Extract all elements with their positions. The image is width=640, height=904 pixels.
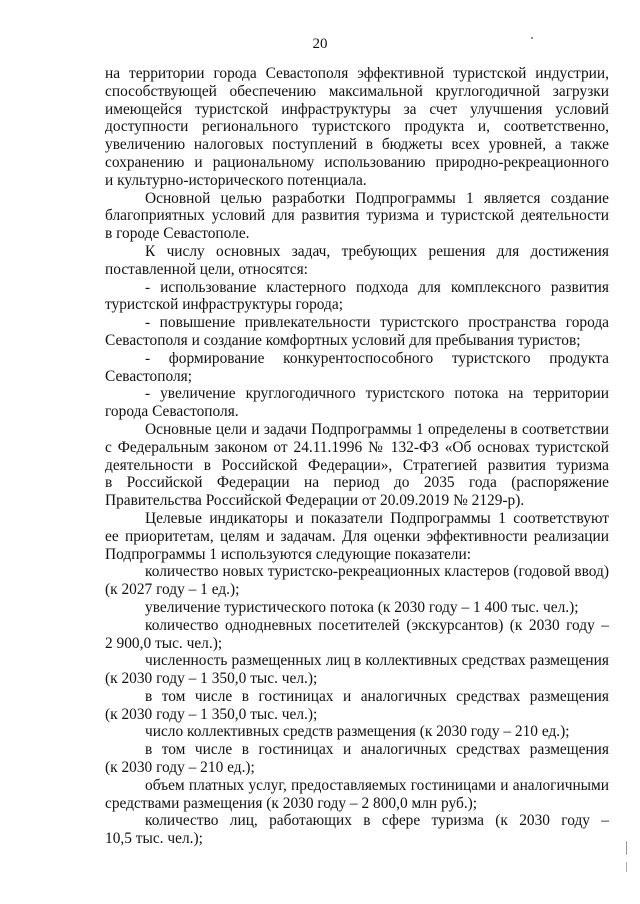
text-line: численность размещенных лиц в коллективных средствах размещения xyxy=(145,652,609,670)
document-body xyxy=(105,65,609,848)
text-line: средствами размещения (к 2030 году – 2 800,0 млн руб.); xyxy=(105,794,478,812)
text-line: ее приоритетам, целям и задачам. Для оценки эффективности реализации xyxy=(105,527,609,545)
text-line: Севастополя; xyxy=(105,367,192,385)
text-line: - формирование конкурентоспособного туристского продукта xyxy=(145,349,609,367)
text-line: количество лиц, работающих в сфере туризма (к 2030 году – xyxy=(145,812,609,830)
text-line: благоприятных условий для развития туризма и туристской деятельности xyxy=(105,207,609,225)
text-line: 10,5 тыс. чел.); xyxy=(105,830,203,848)
text-line: - увеличение круглогодичного туристского потока на территории xyxy=(145,385,609,403)
text-line: деятельности в Российской Федерации», Стратегией развития туризма xyxy=(105,456,609,474)
text-line: в городе Севастополе. xyxy=(105,225,250,243)
text-line: К числу основных задач, требующих решения для достижения xyxy=(145,242,609,260)
scan-speck xyxy=(531,37,533,39)
text-line: Севастополя и создание комфортных условий для пребывания туристов; xyxy=(105,331,581,349)
text-line: Правительства Российской Федерации от 20.09.2019 № 2129-р). xyxy=(105,492,525,510)
text-line: Подпрограммы 1 используются следующие показатели: xyxy=(105,545,471,563)
text-line: в том числе в гостиницах и аналогичных средствах размещения xyxy=(145,687,609,705)
text-line: с Федеральным законом от 24.11.1996 № 132-ФЗ «Об основах туристской xyxy=(105,438,609,456)
text-line: увеличение туристического потока (к 2030 году – 1 400 тыс. чел.); xyxy=(145,598,579,616)
page-number: 20 xyxy=(312,36,328,52)
text-line: и культурно-исторического потенциала. xyxy=(105,171,367,189)
text-line: туристской инфраструктуры города; xyxy=(105,296,343,314)
text-line: (к 2027 году – 1 ед.); xyxy=(105,581,240,599)
text-line: Основные цели и задачи Подпрограммы 1 определены в соответствии xyxy=(145,420,609,438)
text-line: поставленной цели, относятся: xyxy=(105,260,308,278)
text-line: увеличению налоговых поступлений в бюджеты всех уровней, а также xyxy=(105,136,609,154)
text-line: число коллективных средств размещения (к 2030 году – 210 ед.); xyxy=(145,723,570,741)
text-line: количество новых туристско-рекреационных кластеров (годовой ввод) xyxy=(145,563,609,581)
text-line: - повышение привлекательности туристского пространства города xyxy=(145,314,609,332)
text-line: количество однодневных посетителей (экскурсантов) (к 2030 году – xyxy=(145,616,609,634)
text-line: объем платных услуг, предоставляемых гостиницами и аналогичными xyxy=(145,776,609,794)
text-line: сохранению и рациональному использованию природно-рекреационного xyxy=(105,153,609,171)
text-line: способствующей обеспечению максимальной круглогодичной загрузки xyxy=(105,82,609,100)
text-line: в Российской Федерации на период до 2035 года (распоряжение xyxy=(105,474,609,492)
text-line: города Севастополя. xyxy=(105,403,239,421)
text-line: (к 2030 году – 1 350,0 тыс. чел.); xyxy=(105,705,318,723)
text-line: (к 2030 году – 1 350,0 тыс. чел.); xyxy=(105,670,318,688)
text-line: 2 900,0 тыс. чел.); xyxy=(105,634,223,652)
text-line: имеющейся туристской инфраструктуры за счет улучшения условий xyxy=(105,100,609,118)
scan-mark xyxy=(626,862,627,872)
text-line: - использование кластерного подхода для комплексного развития xyxy=(145,278,609,296)
scan-mark xyxy=(626,841,627,855)
text-line: на территории города Севастополя эффективной туристской индустрии, xyxy=(105,65,609,82)
text-line: доступности регионального туристского продукта и, соответственно, xyxy=(105,118,609,136)
text-line: (к 2030 году – 210 ед.); xyxy=(105,759,255,777)
text-line: Целевые индикаторы и показатели Подпрограммы 1 соответствуют xyxy=(145,509,609,527)
text-line: Основной целью разработки Подпрограммы 1 является создание xyxy=(145,189,609,207)
text-line: в том числе в гостиницах и аналогичных средствах размещения xyxy=(145,741,609,759)
